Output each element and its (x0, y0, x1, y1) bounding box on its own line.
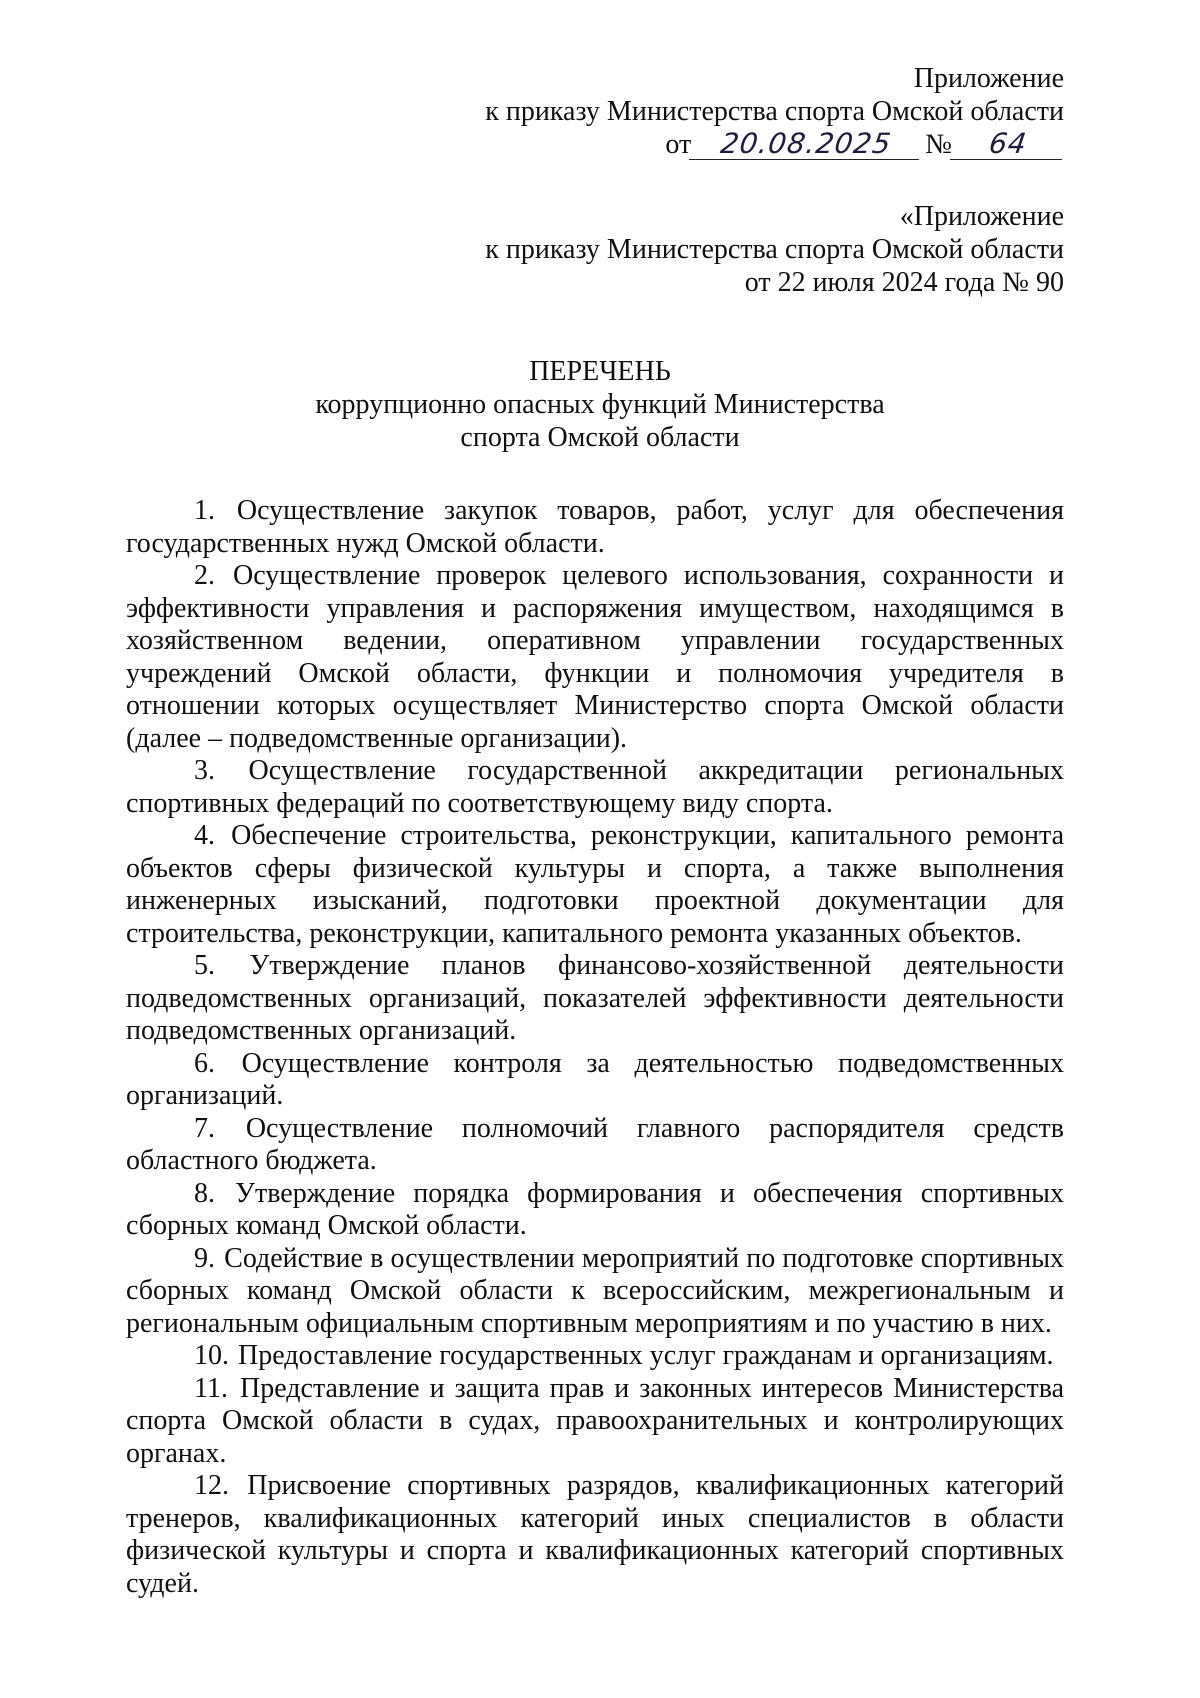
list-item (126, 1243, 1064, 1341)
item-number: 8. (194, 1177, 215, 1209)
item-text: Обеспечение строительства, реконструкции, капитального ремонта объектов сферы физической культуры и спорта, а также выполнения инженерных изысканий, подготовки проектной документации для строительства, реконструкции, капитального ремонта указанных объектов. (126, 820, 1065, 949)
list-item (126, 755, 1064, 820)
item-number: 10. (194, 1340, 229, 1371)
original-order-date: от 22 июля 2024 года № 90 (744, 267, 1064, 298)
number-sign: № (925, 129, 952, 160)
title-subtitle-line1: коррупционно опасных функций Министерства (315, 389, 885, 420)
attachment-order-reference: к приказу Министерства спорта Омской области (485, 96, 1064, 127)
original-order-reference: к приказу Министерства спорта Омской области (485, 234, 1064, 265)
list-item (126, 1373, 1064, 1471)
item-text: Осуществление закупок товаров, работ, услуг для обеспечения государственных нужд Омской области. (126, 495, 1065, 559)
attachment-date-line (485, 128, 1064, 161)
item-number: 1. (194, 495, 215, 526)
item-text: Представление и защита прав и законных интересов Министерства спорта Омской области в судах, правоохранительных и контролирующих органах. (126, 1372, 1065, 1469)
list-item (126, 560, 1064, 755)
item-text: Осуществление контроля за деятельностью подведомственных организаций. (126, 1047, 1064, 1111)
item-number: 2. (194, 560, 215, 591)
item-text: Осуществление полномочий главного распорядителя средств областного бюджета. (126, 1112, 1065, 1176)
item-number: 7. (194, 1112, 215, 1144)
list-item (126, 820, 1064, 950)
functions-list (126, 495, 1064, 1600)
list-item (126, 1178, 1064, 1243)
item-text: Содействие в осуществлении мероприятий по подготовке спортивных сборных команд Омской области к всероссийским, межрегиональным и региональным официальным спортивным мероприятиям и по участию в них. (126, 1242, 1065, 1339)
item-text: Осуществление проверок целевого использования, сохранности и эффективности управления и распоряжения имуществом, находящимся в хозяйственном ведении, оперативном управлении государственных учреждений Омской области, функции и полномочия учредителя в отношении которых осуществляет Министерство спорта Омской области (далее – подведомственные организации). (126, 560, 1065, 754)
item-text: Утверждение порядка формирования и обеспечения спортивных сборных команд Омской области. (126, 1177, 1064, 1241)
item-text: Осуществление государственной аккредитации региональных спортивных федераций по соответствующему виду спорта. (126, 755, 1064, 819)
item-text: Утверждение планов финансово-хозяйственной деятельности подведомственных организаций, показателей эффективности деятельности подведомственных организаций. (126, 950, 1065, 1046)
list-item (126, 495, 1064, 560)
item-number: 3. (194, 755, 215, 786)
title-subtitle-line2: спорта Омской области (460, 422, 740, 453)
list-item (126, 1048, 1064, 1113)
date-prefix: от (665, 129, 692, 160)
list-item (126, 1113, 1064, 1178)
list-item (126, 950, 1064, 1048)
item-text: Присвоение спортивных разрядов, квалификационных категорий тренеров, квалификационных категорий иных специалистов в области физической культуры и спорта и квалификационных категорий спортивных судей. (126, 1470, 1064, 1599)
item-number: 4. (194, 820, 215, 851)
title-heading: ПЕРЕЧЕНЬ (529, 356, 671, 387)
item-number: 11. (194, 1372, 228, 1404)
item-text: Предоставление государственных услуг гражданам и организациям. (238, 1340, 1054, 1371)
item-number: 9. (194, 1242, 215, 1274)
handwritten-date: 20.08.2025 (689, 129, 923, 160)
item-number: 6. (194, 1047, 215, 1079)
original-attachment-label: «Приложение (899, 201, 1064, 232)
document-title (0, 355, 1200, 454)
attachment-label: Приложение (913, 63, 1064, 94)
item-number: 12. (194, 1470, 229, 1501)
item-number: 5. (194, 950, 215, 981)
attachment-header (485, 62, 1064, 161)
original-attachment-header (485, 200, 1064, 299)
list-item (126, 1340, 1064, 1373)
handwritten-number: 64 (950, 129, 1066, 160)
list-item (126, 1470, 1064, 1600)
